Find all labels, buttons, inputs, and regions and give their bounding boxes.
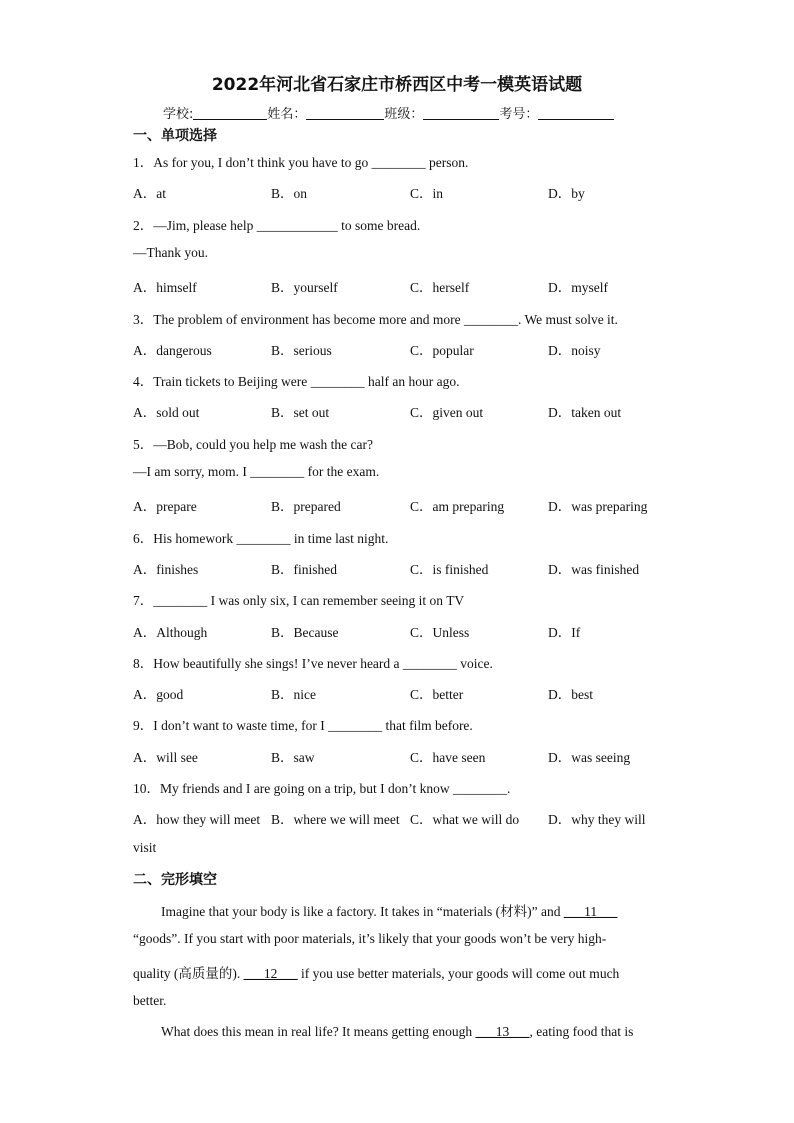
passage-text: quality (高质量的).: [133, 966, 244, 981]
answer-option[interactable]: C．better: [410, 687, 464, 703]
answer-option[interactable]: B．nice: [271, 687, 316, 703]
answer-option[interactable]: A．Although: [133, 624, 208, 640]
passage-line: [161, 1024, 633, 1040]
answer-option[interactable]: B．prepared: [271, 499, 341, 515]
question-stem-line2: —I am sorry, mom. I ________ for the exam.: [133, 464, 380, 479]
passage-line: [133, 962, 619, 982]
answer-option[interactable]: B．yourself: [271, 280, 338, 296]
question-stem: 1．As for you, I don’t think you have to go ________ person.: [133, 155, 469, 170]
question-stem: 10．My friends and I are going on a trip, but I don’t know ________.: [133, 781, 511, 796]
question-stem: 9．I don’t want to waste time, for I ________ that film before.: [133, 718, 473, 734]
school-blank[interactable]: [193, 107, 267, 120]
answer-option[interactable]: B．on: [271, 186, 308, 202]
answer-option[interactable]: D．best: [548, 687, 593, 703]
answer-option[interactable]: D．taken out: [548, 405, 622, 421]
answer-option[interactable]: D．was preparing: [548, 499, 648, 515]
answer-option[interactable]: C．is finished: [410, 561, 489, 577]
school-label: 学校:: [163, 107, 194, 122]
answer-option[interactable]: A．prepare: [133, 499, 197, 515]
number-blank[interactable]: [538, 107, 614, 120]
section-heading-cloze: 二、完形填空: [133, 872, 217, 888]
answer-option[interactable]: B．Because: [271, 624, 339, 640]
answer-option[interactable]: D．noisy: [548, 342, 601, 358]
name-label: 姓名：: [267, 107, 307, 122]
answer-option[interactable]: C．Unless: [410, 624, 470, 640]
answer-option[interactable]: A．finishes: [133, 561, 199, 577]
cloze-blank-11[interactable]: ___11___: [563, 904, 618, 919]
answer-option[interactable]: A．himself: [133, 280, 197, 296]
section-heading-single-choice: 一、单项选择: [133, 128, 217, 144]
answer-option[interactable]: C．am preparing: [410, 499, 505, 515]
page-title: 2022年河北省石家庄市桥西区中考一模英语试题: [211, 75, 583, 95]
question-stem: 7．________ I was only six, I can remember seeing it on TV: [133, 593, 465, 609]
answer-option[interactable]: C．popular: [410, 342, 474, 358]
answer-option[interactable]: A．how they will meet: [133, 812, 261, 828]
passage-line: “goods”. If you start with poor materials, it’s likely that your goods won’t be very high-: [133, 931, 607, 946]
answer-option[interactable]: D．was seeing: [548, 749, 631, 765]
passage-text: Imagine that your body is like a factory. It takes in “materials (材料)” and: [161, 904, 564, 919]
answer-option[interactable]: B．where we will meet: [271, 812, 400, 828]
passage-text: if you use better materials, your goods will come out much: [297, 966, 620, 981]
answer-option[interactable]: D．myself: [548, 280, 608, 296]
answer-option[interactable]: C．herself: [410, 280, 470, 296]
answer-option[interactable]: D．why they will: [548, 812, 646, 828]
answer-option[interactable]: C．in: [410, 186, 444, 202]
answer-option[interactable]: A．will see: [133, 749, 198, 765]
cloze-blank-12[interactable]: ___12___: [243, 966, 298, 981]
question-stem: 6．His homework ________ in time last night.: [133, 530, 389, 546]
answer-option[interactable]: B．finished: [271, 561, 337, 577]
passage-text: , eating food that is: [529, 1024, 634, 1039]
class-blank[interactable]: [423, 107, 499, 120]
class-label: 班级：: [384, 107, 424, 122]
answer-option[interactable]: A．at: [133, 186, 166, 202]
answer-option[interactable]: C．what we will do: [410, 812, 520, 828]
number-label: 考号：: [499, 107, 539, 122]
name-blank[interactable]: [306, 107, 384, 120]
passage-text: What does this mean in real life? It means getting enough: [161, 1024, 476, 1039]
answer-option[interactable]: B．saw: [271, 749, 315, 765]
answer-option[interactable]: D．If: [548, 624, 581, 640]
passage-line: [161, 900, 617, 920]
question-stem: 3．The problem of environment has become more and more ________. We must solve it.: [133, 311, 618, 327]
answer-option-continued: visit: [133, 839, 157, 855]
passage-line: better.: [133, 993, 167, 1008]
cloze-blank-13[interactable]: ___13___: [475, 1024, 530, 1039]
answer-option[interactable]: C．have seen: [410, 749, 486, 765]
question-stem: 5．—Bob, could you help me wash the car?: [133, 436, 373, 452]
answer-option[interactable]: C．given out: [410, 405, 484, 421]
answer-option[interactable]: A．good: [133, 687, 184, 703]
answer-option[interactable]: D．by: [548, 186, 585, 202]
answer-option[interactable]: B．set out: [271, 405, 330, 421]
answer-option[interactable]: A．dangerous: [133, 342, 212, 358]
question-stem-line2: —Thank you.: [133, 244, 208, 260]
question-stem: 4．Train tickets to Beijing were ________ half an hour ago.: [133, 374, 460, 390]
question-stem: 8．How beautifully she sings! I’ve never heard a ________ voice.: [133, 655, 493, 671]
answer-option[interactable]: A．sold out: [133, 405, 200, 421]
question-stem: 2．—Jim, please help ____________ to some bread.: [133, 217, 421, 233]
answer-option[interactable]: D．was finished: [548, 561, 640, 577]
answer-option[interactable]: B．serious: [271, 342, 332, 358]
student-info-line: [163, 103, 614, 122]
